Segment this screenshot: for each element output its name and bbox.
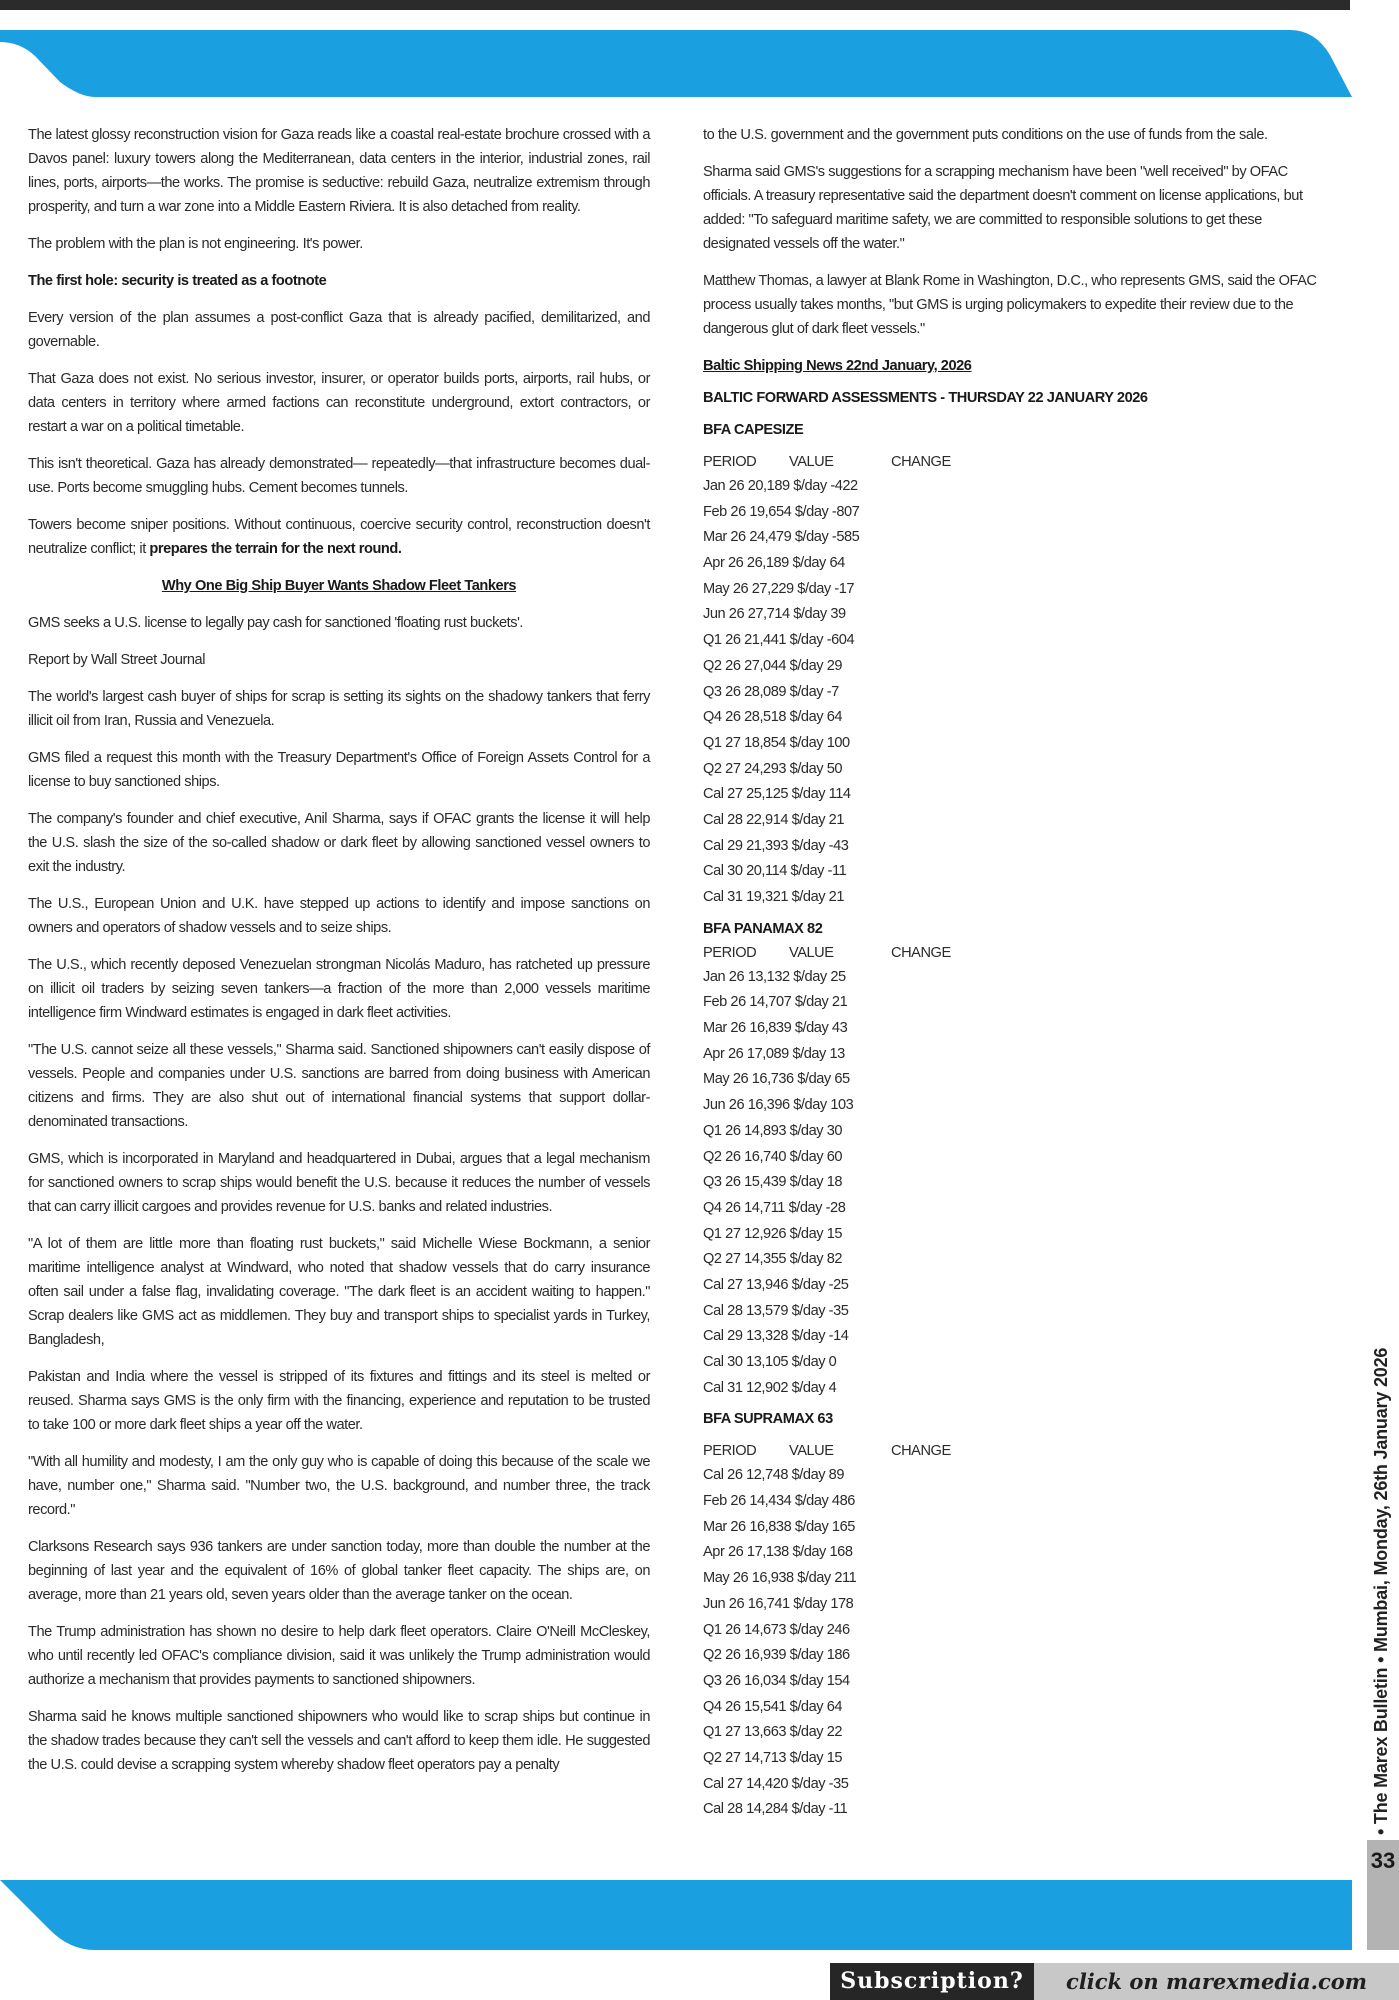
table-row: Jun 26 27,714 $/day 39 (703, 606, 846, 623)
table-row: Cal 28 13,579 $/day -35 (703, 1302, 849, 1319)
col-period: PERIOD (703, 1443, 757, 1460)
paragraph: Sharma said he knows multiple sanctioned shipowners who would like to scrap ships but continue in the shadow trades because they can't sell the vessels and can't afford to keep them idle. He suggested the U.S. could devise a scrapping system whereby shadow fleet operators pay a penalty (28, 1709, 650, 1773)
table-row: Q2 27 24,293 $/day 50 (703, 760, 843, 777)
table-row: Q2 26 16,939 $/day 186 (703, 1647, 850, 1664)
table-row: Apr 26 17,138 $/day 168 (703, 1544, 853, 1561)
table-row: Q3 26 16,034 $/day 154 (703, 1672, 850, 1689)
table-row: Mar 26 16,839 $/day 43 (703, 1020, 848, 1037)
paragraph: Matthew Thomas, a lawyer at Blank Rome in Washington, D.C., who represents GMS, said the OFAC process usually takes months, "but GMS is urging policymakers to expedite their review due to the dangerous glut of dark fleet vessels." (703, 273, 1317, 337)
table-row: Cal 27 14,420 $/day -35 (703, 1775, 849, 1792)
table-row: Q2 26 27,044 $/day 29 (703, 657, 843, 674)
table-row: Q1 26 14,893 $/day 30 (703, 1122, 843, 1139)
right-column (703, 123, 1325, 1829)
table-row: Q4 26 28,518 $/day 64 (703, 709, 843, 726)
bulletin-date-label: • The Marex Bulletin • Mumbai, Monday, 26th January 2026 (1371, 1347, 1391, 1835)
table-row: Q1 27 12,926 $/day 15 (703, 1225, 843, 1242)
table-row: Q3 26 28,089 $/day -7 (703, 683, 839, 700)
table-header (703, 450, 1325, 474)
subscription-button[interactable]: Subscription? (830, 1963, 1034, 2000)
paragraph: "With all humility and modesty, I am the only guy who is capable of doing this because of the scale we have, number one," Sharma said. "Number two, the U.S. background, and number three, the track record." (28, 1454, 650, 1518)
table-row: Jan 26 13,132 $/day 25 (703, 968, 846, 985)
table-row: Feb 26 14,707 $/day 21 (703, 994, 848, 1011)
paragraph: Every version of the plan assumes a post-conflict Gaza that is already pacified, demilitarized, and governable. (28, 310, 650, 350)
header-swoosh (0, 30, 1352, 97)
paragraph: Clarksons Research says 936 tankers are under sanction today, more than double the number at the beginning of last year and the equivalent of 16% of global tanker fleet capacity. The ships are, on average, more than 21 years old, seven years older than the average tanker on the ocean. (28, 1539, 650, 1603)
table-row: Q2 27 14,713 $/day 15 (703, 1749, 843, 1766)
table-row: Q1 27 13,663 $/day 22 (703, 1724, 843, 1741)
top-dark-strip (0, 0, 1350, 10)
marexmedia-link[interactable]: click on marexmedia.com (1034, 1963, 1399, 2000)
paragraph: Sharma said GMS's suggestions for a scrapping mechanism have been "well received" by OFAC officials. A treasury representative said the department doesn't comment on license applications, but added: "To safeguard maritime safety, we are committed to responsible solutions to get these designated vessels off the water." (703, 164, 1303, 252)
paragraph: The U.S., European Union and U.K. have stepped up actions to identify and impose sanctions on owners and operators of shadow vessels and to seize ships. (28, 896, 650, 936)
table-row: Q1 26 21,441 $/day -604 (703, 632, 855, 649)
table-row: Cal 30 20,114 $/day -11 (703, 863, 847, 880)
table-row: Cal 29 21,393 $/day -43 (703, 837, 849, 854)
table-row: Q4 26 15,541 $/day 64 (703, 1698, 843, 1715)
paragraph: "The U.S. cannot seize all these vessels," Sharma said. Sanctioned shipowners can't easily dispose of vessels. People and companies under U.S. sanctions are barred from doing business with American citizens and firms. They are also shut out of international financial systems that support dollar-denominated transactions. (28, 1042, 650, 1130)
paragraph: The company's founder and chief executive, Anil Sharma, says if OFAC grants the license it will help the U.S. slash the size of the so-called shadow or dark fleet by allowing sanctioned vessel owners to exit the industry. (28, 811, 650, 875)
table-row: Mar 26 16,838 $/day 165 (703, 1518, 855, 1535)
col-period: PERIOD (703, 944, 757, 961)
page-number: 33 (1370, 1848, 1396, 1873)
col-change: CHANGE (891, 944, 951, 961)
article-title: Why One Big Ship Buyer Wants Shadow Fleet Tankers (161, 578, 517, 594)
table-row: Apr 26 17,089 $/day 13 (703, 1045, 845, 1062)
table-row: Cal 31 19,321 $/day 21 (703, 889, 845, 905)
table-row: Cal 27 25,125 $/day 114 (703, 786, 851, 803)
table-row: Cal 28 22,914 $/day 21 (703, 811, 845, 828)
col-period: PERIOD (703, 454, 757, 470)
paragraph: Report by Wall Street Journal (28, 652, 206, 668)
col-value: VALUE (789, 454, 834, 470)
paragraph: That Gaza does not exist. No serious investor, insurer, or operator builds ports, airports, rail hubs, or data centers in territory where armed factions can reconstitute underground, extort contractors, or restart a war on a political timetable. (28, 371, 650, 435)
section-heading: The first hole: security is treated as a footnote (28, 273, 327, 289)
table-row: Cal 27 13,946 $/day -25 (703, 1276, 849, 1293)
paragraph: The world's largest cash buyer of ships for scrap is setting its sights on the shadowy tankers that ferry illicit oil from Iran, Russia and Venezuela. (28, 689, 650, 729)
table-row: May 26 16,938 $/day 211 (703, 1570, 857, 1587)
table-row: Cal 29 13,328 $/day -14 (703, 1328, 849, 1345)
table-row: May 26 16,736 $/day 65 (703, 1071, 850, 1088)
bfa-title: BALTIC FORWARD ASSESSMENTS - THURSDAY 22 JANUARY 2026 (703, 390, 1148, 406)
table-row: Feb 26 14,434 $/day 486 (703, 1493, 855, 1510)
capesize-table (703, 450, 1325, 911)
capesize-title: BFA CAPESIZE (703, 422, 804, 438)
table-row: Q2 26 16,740 $/day 60 (703, 1148, 843, 1165)
table-row: Jun 26 16,741 $/day 178 (703, 1595, 854, 1612)
supramax-title: BFA SUPRAMAX 63 (703, 1411, 833, 1428)
table-row: May 26 27,229 $/day -17 (703, 580, 855, 597)
towers-paragraph: Towers become sniper positions. Without continuous, coercive security control, reconstruction doesn't neutralize conflict; it prepares the terrain for the next round. (28, 517, 650, 557)
paragraph: Pakistan and India where the vessel is stripped of its fixtures and fittings and its steel is melted or reused. Sharma says GMS is the only firm with the financing, experience and reputation to be trusted to take 100 or more dark fleet ships a year off the water. (28, 1369, 650, 1433)
col-change: CHANGE (891, 454, 951, 470)
table-row: Apr 26 26,189 $/day 64 (703, 555, 845, 572)
table-row: Jun 26 16,396 $/day 103 (703, 1097, 854, 1114)
table-row: Cal 30 13,105 $/day 0 (703, 1354, 837, 1370)
table-row: Q1 26 14,673 $/day 246 (703, 1621, 850, 1638)
table-header (703, 1439, 1325, 1463)
table-row: Mar 26 24,479 $/day -585 (703, 529, 860, 546)
paragraph: "A lot of them are little more than floating rust buckets," said Michelle Wiese Bockmann, a senior maritime intelligence analyst at Windward, who noted that shadow vessels that do carry insurance often sail under a false flag, invalidating coverage. "The dark fleet is an accident waiting to happen." Scrap dealers like GMS act as middlemen. They buy and transport ships to specialist yards in Turkey, Bangladesh, (28, 1236, 650, 1348)
col-value: VALUE (789, 1443, 834, 1460)
paragraph: This isn't theoretical. Gaza has already demonstrated— repeatedly—that infrastructure becomes dual-use. Ports become smuggling hubs. Cement becomes tunnels. (28, 456, 650, 496)
supramax-table (703, 1439, 1325, 1823)
table-row: Q1 27 18,854 $/day 100 (703, 734, 850, 751)
col-change: CHANGE (891, 1443, 951, 1460)
paragraph: The Trump administration has shown no desire to help dark fleet operators. Claire O'Neill McCleskey, who until recently led OFAC's compliance division, said it was unlikely the Trump administration would authorize a mechanism that provides payments to sanctioned shipowners. (28, 1624, 650, 1688)
table-row: Cal 31 12,902 $/day 4 (703, 1379, 837, 1396)
paragraph: The latest glossy reconstruction vision for Gaza reads like a coastal real-estate brochure crossed with a Davos panel: luxury towers along the Mediterranean, data centers in the interior, industrial zones, rail lines, ports, airports—the works. The promise is seductive: rebuild Gaza, neutralize extremism through prosperity, and turn a war zone into a Middle Eastern Riviera. It is also detached from reality. (28, 127, 650, 215)
table-row: Q4 26 14,711 $/day -28 (703, 1199, 846, 1216)
paragraph: The U.S., which recently deposed Venezuelan strongman Nicolás Maduro, has ratcheted up pressure on illicit oil traders by seizing seven tankers—a fraction of the more than 2,000 vessels maritime intelligence firm Windward estimates is engaged in dark fleet activities. (28, 957, 650, 1021)
table-header (703, 941, 1325, 965)
table-row: Q3 26 15,439 $/day 18 (703, 1174, 843, 1191)
paragraph: GMS seeks a U.S. license to legally pay cash for sanctioned 'floating rust buckets'. (28, 615, 524, 631)
table-row: Jan 26 20,189 $/day -422 (703, 478, 858, 494)
panamax-title: BFA PANAMAX 82 (703, 920, 823, 937)
paragraph: GMS, which is incorporated in Maryland and headquartered in Dubai, argues that a legal mechanism for sanctioned owners to scrap ships would benefit the U.S. because it reduces the number of vessels that can carry illicit cargoes and provides revenue for U.S. banks and related industries. (28, 1151, 650, 1215)
table-row: Cal 26 12,748 $/day 89 (703, 1467, 845, 1484)
emphasis-text: prepares the terrain for the next round. (149, 541, 402, 557)
col-value: VALUE (789, 944, 834, 961)
table-row: Feb 26 19,654 $/day -807 (703, 503, 860, 520)
footer-swoosh (0, 1880, 1352, 1950)
paragraph: to the U.S. government and the government puts conditions on the use of funds from the sale. (703, 127, 1268, 143)
panamax-table (703, 941, 1325, 1402)
paragraph: The problem with the plan is not engineering. It's power. (28, 236, 363, 252)
table-row: Q2 27 14,355 $/day 82 (703, 1251, 843, 1268)
left-column (28, 123, 650, 1790)
table-row: Cal 28 14,284 $/day -11 (703, 1801, 848, 1818)
news-title: Baltic Shipping News 22nd January, 2026 (703, 358, 972, 374)
paragraph: GMS filed a request this month with the Treasury Department's Office of Foreign Assets Control for a license to buy sanctioned ships. (28, 750, 650, 790)
